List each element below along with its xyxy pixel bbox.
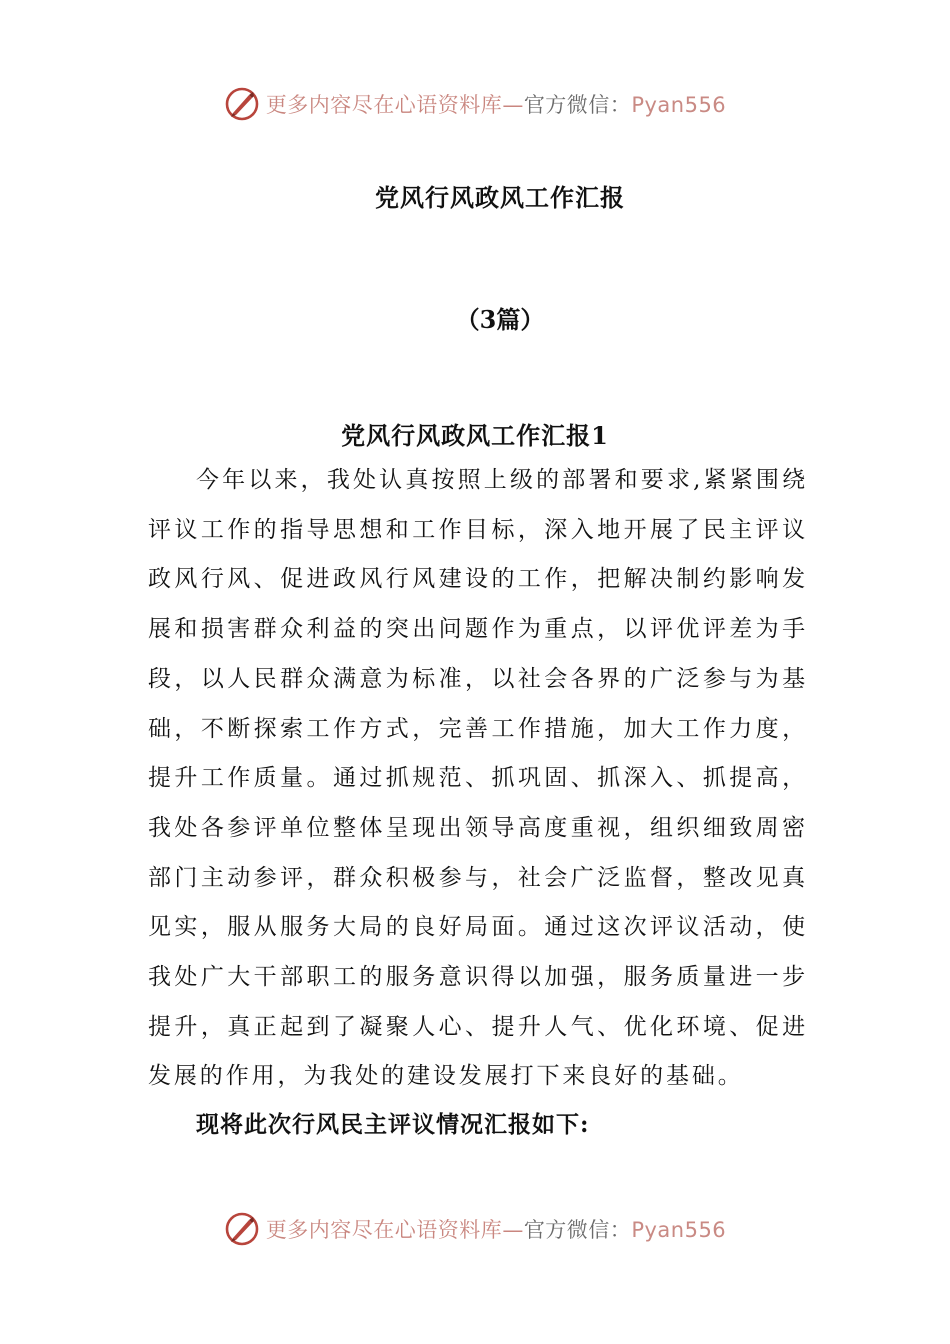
section-title: 党风行风政风工作汇报1 [341,421,609,450]
body-paragraph-block [148,456,808,1102]
watermark-dash: — [502,93,524,117]
document-title: 党风行风政风工作汇报 [375,183,625,212]
watermark-site: 更多内容尽在心语资料库 [265,1218,503,1242]
watermark-wechat-label: 官方微信： [523,93,632,117]
watermark-text [266,89,726,119]
watermark-wechat-id: Pyan556 [631,1218,727,1242]
lead-line: 现将此次行风民主评议情况汇报如下: [196,1111,590,1138]
watermark-text [266,1214,726,1244]
watermark-dash: — [502,1218,524,1242]
document-count: （3篇） [455,305,545,334]
watermark-wechat-label: 官方微信： [523,1218,632,1242]
body-paragraph: 今年以来，我处认真按照上级的部署和要求,紧紧围绕评议工作的指导思想和工作目标，深入地开展了民主评议政风行风、促进政风行风建设的工作，把解决制约影响发展和损害群众利益的突出问题作为重点，以评优评差为手段，以人民群众满意为标准，以社会各界的广泛参与为基础，不断探索工作方式，完善工作措施，加大工作力度，提升工作质量。通过抓规范、抓巩固、抓深入、抓提高，我处各参评单位整体呈现出领导高度重视，组织细致周密部门主动参评，群众积极参与，社会广泛监督，整改见真见实，服从服务大局的良好局面。通过这次评议活动，使我处广大干部职工的服务意识得以加强，服务质量进一步提升，真正起到了凝聚人心、提升人气、优化环境、促进发展的作用，为我处的建设发展打下来良好的基础。 [148,467,808,1090]
header-watermark [0,82,950,126]
footer-watermark [0,1207,950,1251]
watermark-site: 更多内容尽在心语资料库 [265,93,503,117]
quill-pen-icon [224,86,260,122]
quill-pen-icon [224,1211,260,1247]
watermark-wechat-id: Pyan556 [631,93,727,117]
